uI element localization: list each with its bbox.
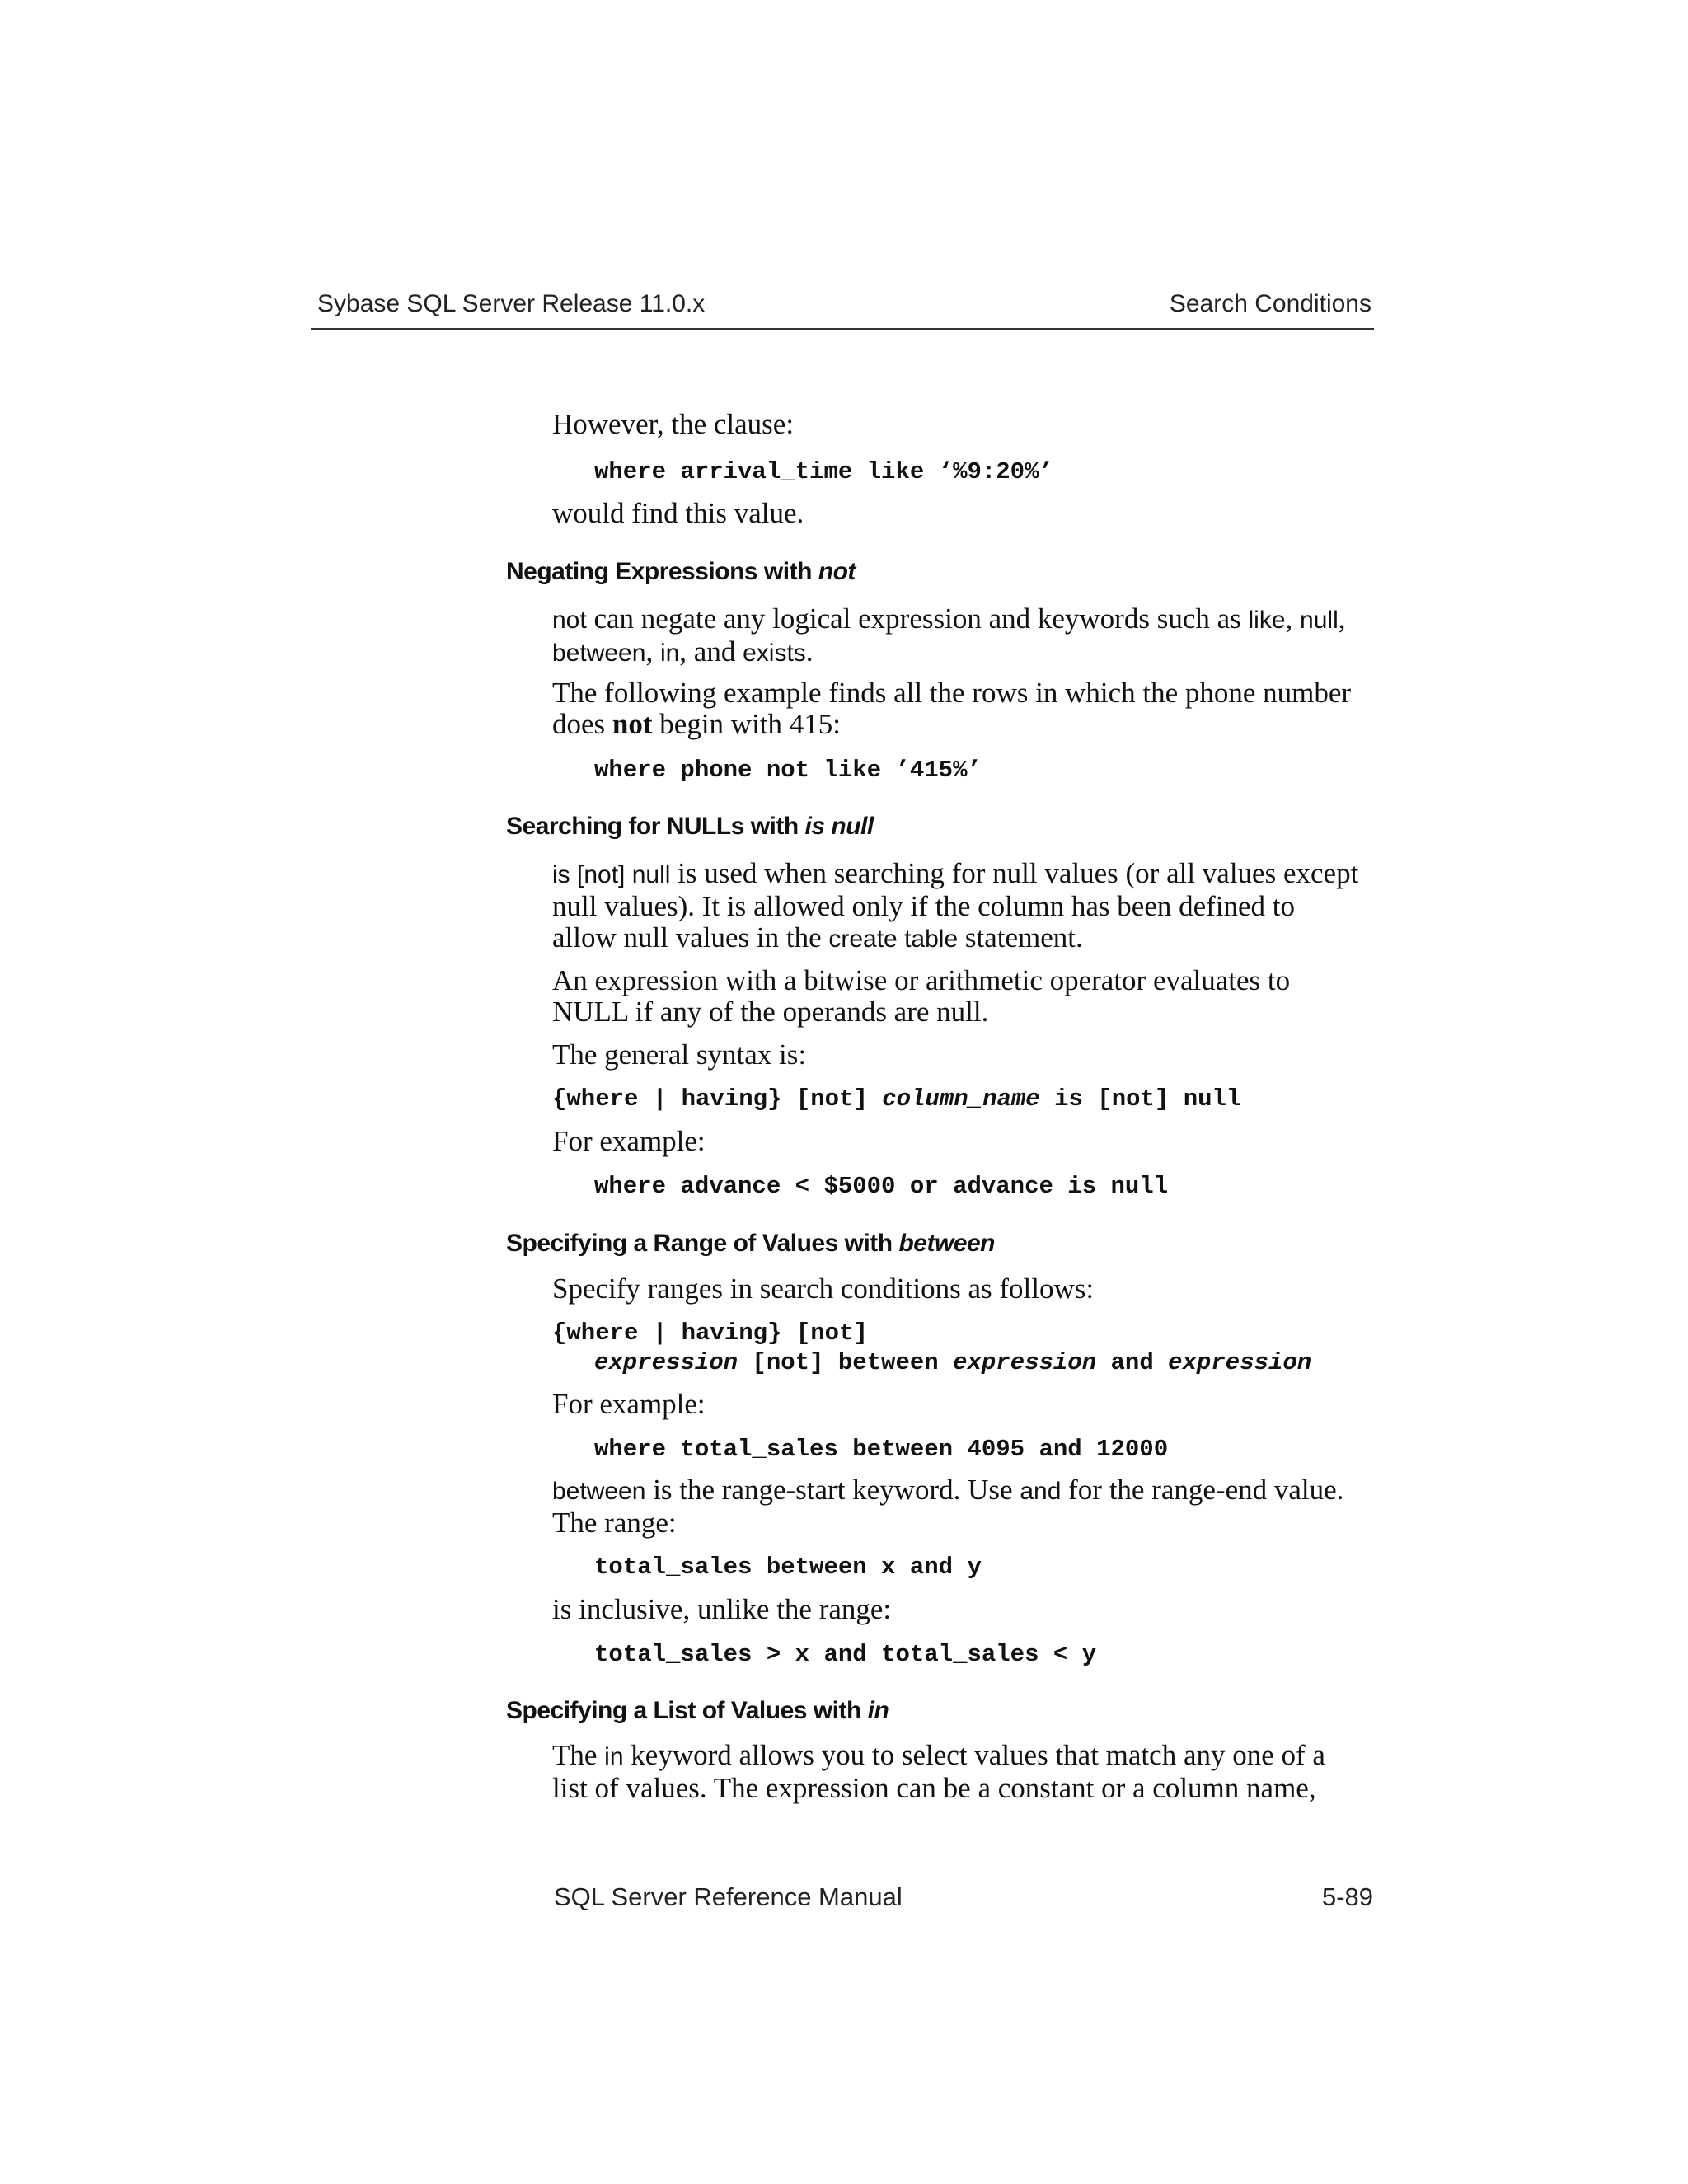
syntax-between-line1: {where | having} [not] bbox=[552, 1319, 868, 1347]
heading-text: Negating Expressions with bbox=[506, 558, 818, 585]
code-example-inclusive-range: total_sales between x and y bbox=[594, 1554, 982, 1581]
code-text: is [not] null bbox=[1039, 1085, 1241, 1113]
text: for the range-end value. bbox=[1061, 1474, 1344, 1506]
code-placeholder: expression bbox=[953, 1349, 1097, 1376]
footer-manual-title: SQL Server Reference Manual bbox=[554, 1882, 903, 1911]
heading-keyword: not bbox=[818, 558, 856, 585]
section-heading-null bbox=[506, 813, 874, 841]
text: , bbox=[1338, 602, 1346, 635]
range-comparison-note: is inclusive, unlike the range: bbox=[552, 1593, 892, 1625]
section-heading-in bbox=[506, 1697, 889, 1725]
code-placeholder: expression bbox=[594, 1349, 738, 1376]
heading-keyword: between bbox=[898, 1230, 995, 1257]
not-example-description bbox=[552, 677, 1376, 740]
intro-followup: would find this value. bbox=[552, 497, 804, 529]
text: statement. bbox=[958, 921, 1083, 954]
code-example-phone: where phone not like ’415%’ bbox=[594, 757, 982, 784]
text: list of values. The expression can be a constant or a column name, bbox=[552, 1772, 1316, 1804]
keyword: in bbox=[659, 640, 680, 667]
code-text: and bbox=[1096, 1349, 1169, 1376]
text: , bbox=[645, 635, 660, 668]
keyword: in bbox=[604, 1743, 624, 1770]
section-heading-not bbox=[506, 558, 856, 586]
text: begin with 415: bbox=[652, 708, 841, 740]
running-header-section: Search Conditions bbox=[1169, 290, 1372, 317]
section-heading-between bbox=[506, 1230, 995, 1258]
between-intro: Specify ranges in search conditions as follows: bbox=[552, 1272, 1095, 1305]
emphasis: not bbox=[612, 708, 653, 740]
heading-text: Specifying a Range of Values with bbox=[506, 1230, 899, 1257]
code-example-exclusive-range: total_sales > x and total_sales < y bbox=[594, 1641, 1097, 1668]
not-description bbox=[552, 603, 1376, 669]
header-rule bbox=[311, 328, 1374, 330]
code-text: [not] between bbox=[738, 1349, 954, 1376]
text: , and bbox=[679, 635, 743, 668]
code-placeholder: column_name bbox=[882, 1085, 1040, 1113]
in-description bbox=[552, 1740, 1376, 1804]
code-example-arrival-time: where arrival_time like ‘%9:20%’ bbox=[594, 458, 1053, 485]
text: allow null values in the bbox=[552, 921, 829, 954]
syntax-is-null bbox=[552, 1085, 1240, 1114]
text: is used when searching for null values (or all values except bbox=[670, 857, 1359, 889]
example-intro: For example: bbox=[552, 1388, 706, 1420]
text: . bbox=[805, 635, 814, 668]
keyword: is [not] null bbox=[552, 861, 671, 888]
text: , bbox=[1285, 602, 1301, 635]
code-placeholder: expression bbox=[1168, 1349, 1312, 1376]
keyword: create table bbox=[828, 926, 959, 953]
keyword: exists bbox=[743, 640, 806, 667]
text: The following example finds all the rows in which the phone number bbox=[552, 677, 1352, 709]
text: An expression with a bitwise or arithmetic operator evaluates to bbox=[552, 964, 1291, 996]
example-intro: For example: bbox=[552, 1125, 706, 1157]
code-text: {where | having} [not] bbox=[552, 1085, 883, 1113]
text: keyword allows you to select values that match any one of a bbox=[623, 1739, 1325, 1771]
text: NULL if any of the operands are null. bbox=[552, 996, 989, 1028]
keyword: and bbox=[1020, 1478, 1062, 1505]
intro-paragraph: However, the clause: bbox=[552, 408, 795, 440]
heading-text: Searching for NULLs with bbox=[506, 813, 805, 840]
code-example-total-sales: where total_sales between 4095 and 12000 bbox=[594, 1436, 1169, 1463]
text: The bbox=[552, 1739, 605, 1771]
null-operator-note bbox=[552, 965, 1376, 1028]
syntax-between-line2 bbox=[594, 1348, 1311, 1378]
footer-page-number: 5-89 bbox=[1321, 1882, 1373, 1911]
keyword: between bbox=[552, 640, 646, 667]
syntax-intro: The general syntax is: bbox=[552, 1038, 807, 1071]
text: does bbox=[552, 708, 612, 740]
null-description bbox=[552, 858, 1376, 955]
between-range-note bbox=[552, 1474, 1376, 1539]
heading-text: Specifying a List of Values with bbox=[506, 1697, 868, 1724]
text: is the range-start keyword. Use bbox=[645, 1474, 1020, 1506]
heading-keyword: is null bbox=[804, 813, 874, 840]
heading-keyword: in bbox=[867, 1697, 889, 1724]
code-example-advance: where advance < $5000 or advance is null bbox=[594, 1173, 1169, 1200]
keyword: between bbox=[552, 1478, 646, 1505]
running-header-title: Sybase SQL Server Release 11.0.x bbox=[317, 290, 706, 317]
keyword: like bbox=[1248, 607, 1286, 634]
keyword: not bbox=[552, 607, 587, 634]
text: The range: bbox=[552, 1507, 677, 1539]
keyword: null bbox=[1300, 607, 1339, 634]
text: null values). It is allowed only if the column has been defined to bbox=[552, 890, 1296, 922]
text: can negate any logical expression and keywords such as bbox=[586, 602, 1249, 635]
